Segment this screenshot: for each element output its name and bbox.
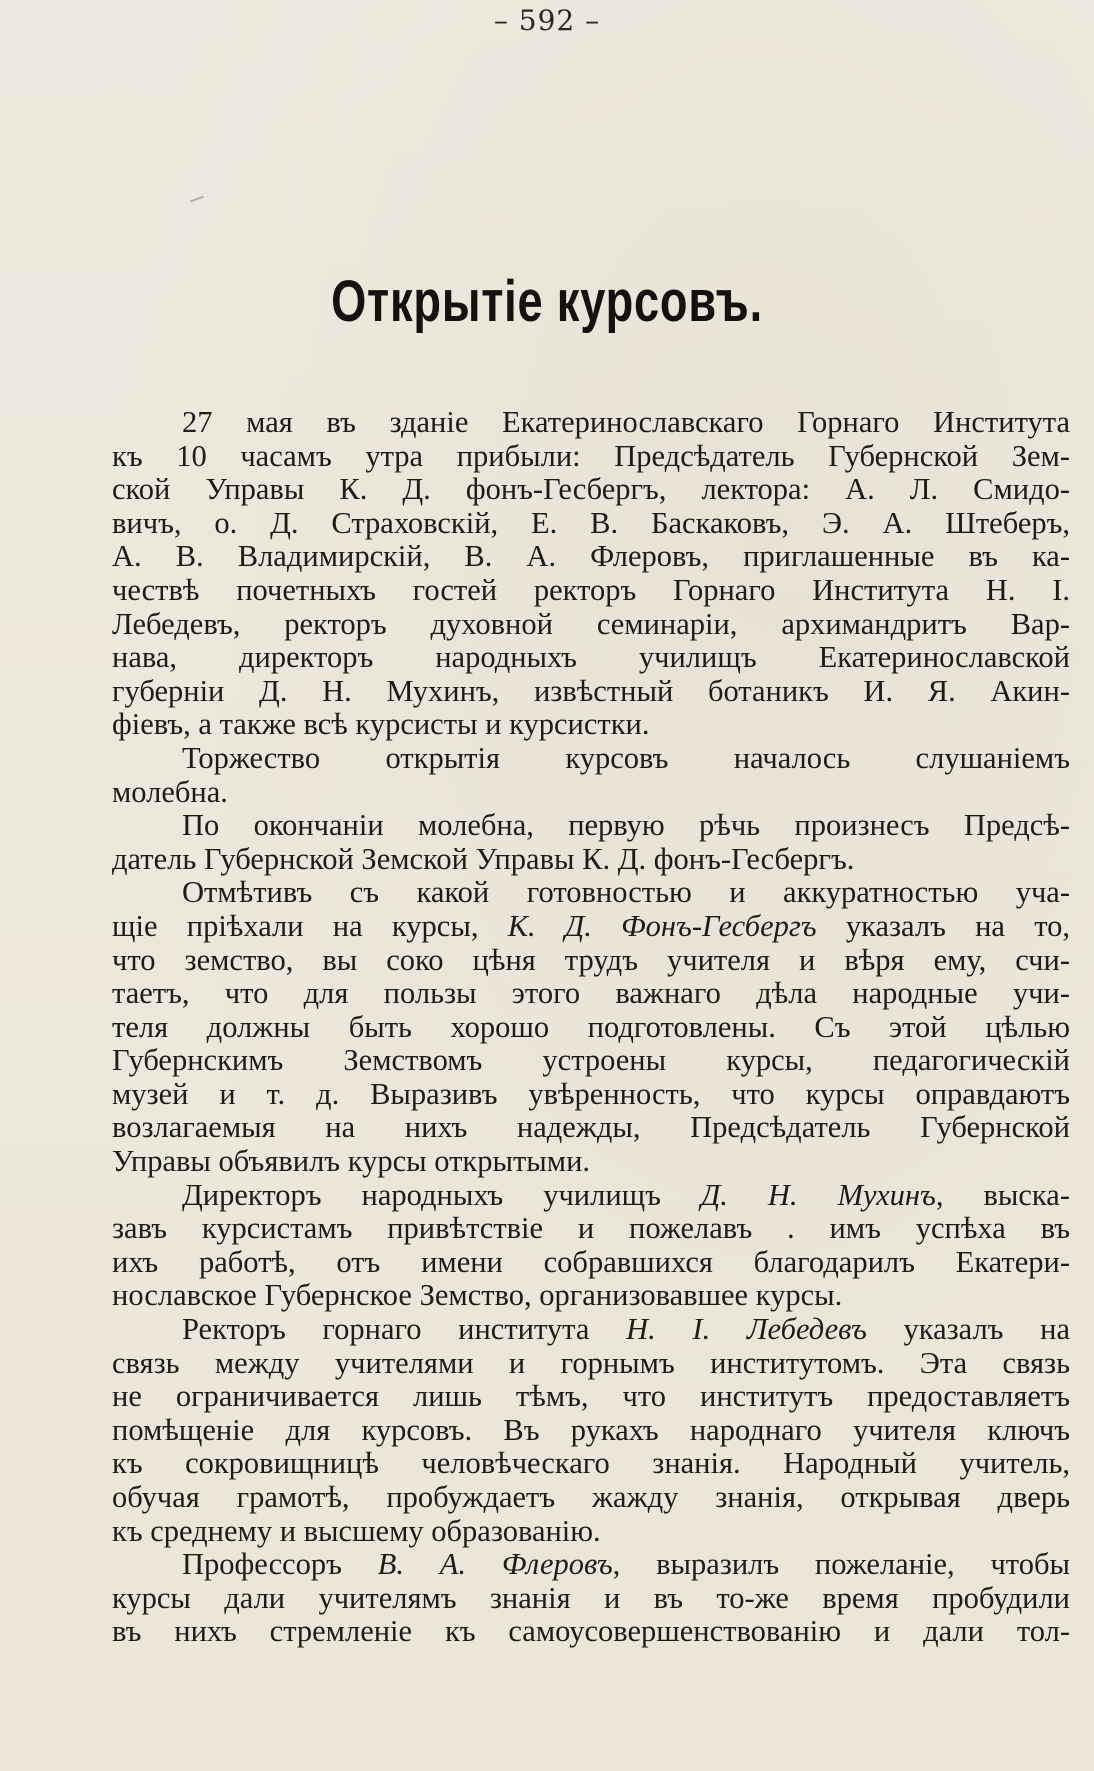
text-line: связь между учителями и горнымъ институтомъ. Эта связь <box>112 1345 1070 1380</box>
text-line: датель Губернской Земской Управы К. Д. фонъ-Гесбергъ. <box>112 841 855 876</box>
person-name: Н. І. Лебедевъ <box>626 1312 867 1347</box>
text-segment: , выразилъ пожеланіе, чтобы <box>612 1547 1070 1582</box>
text-line: нославское Губернское Земство, организовавшее курсы. <box>112 1278 843 1313</box>
text-line <box>112 1548 1070 1582</box>
article-body <box>112 406 1070 1649</box>
text-line: ихъ работѣ, отъ имени собравшихся благодарилъ Екатери- <box>112 1244 1070 1279</box>
text-line: теля должны быть хорошо подготовлены. Съ этой цѣлью <box>112 1009 1070 1044</box>
text-line: Лебедевъ, ректоръ духовной семинаріи, архимандритъ Вар- <box>112 606 1070 641</box>
text-segment: указалъ на <box>866 1312 1070 1347</box>
text-segment: щіе пріѣхали на курсы, <box>112 908 508 943</box>
text-segment: Профессоръ <box>182 1547 378 1582</box>
page-title: Открытіе курсовъ. <box>331 269 763 334</box>
text-segment: указалъ на то, <box>816 908 1071 943</box>
text-line: обучая грамотѣ, пробуждаетъ жажду знанія, открывая дверь <box>112 1480 1070 1514</box>
text-line: губерніи Д. Н. Мухинъ, извѣстный ботаникъ И. Я. Акин- <box>112 673 1070 708</box>
text-line: чествѣ почетныхъ гостей ректоръ Горнаго Института Н. І. <box>112 572 1070 607</box>
text-line <box>112 1179 1070 1213</box>
text-line <box>112 1313 1070 1347</box>
text-line: молебна. <box>112 774 228 809</box>
text-line: что земство, вы соко цѣня трудъ учителя и вѣря ему, счи- <box>112 942 1070 977</box>
page-number: – 592 – <box>493 4 601 37</box>
text-line: фіевъ, а также всѣ курсисты и курсистки. <box>112 707 650 742</box>
text-line: Губернскимъ Земствомъ устроены курсы, педагогическій <box>112 1043 1070 1078</box>
text-line: таетъ, что для пользы этого важнаго дѣла народные учи- <box>112 976 1070 1011</box>
print-smudge <box>190 196 204 203</box>
text-line: помѣщеніе для курсовъ. Въ рукахъ народнаго учителя ключъ <box>112 1412 1070 1447</box>
text-line: вичъ, о. Д. Страховскій, Е. В. Баскаковъ, Э. А. Штеберъ, <box>112 505 1070 540</box>
text-line: музей и т. д. Выразивъ увѣренность, что курсы оправдаютъ <box>112 1076 1070 1111</box>
person-name: В. А. Флеровъ <box>377 1547 613 1582</box>
text-line: 27 мая въ зданіе Екатеринославскаго Горнаго Института <box>182 405 1070 439</box>
text-line: А. В. Владимирскій, В. А. Флеровъ, приглашенные въ ка- <box>112 539 1070 574</box>
text-segment: , выска- <box>935 1177 1070 1212</box>
text-line: къ 10 часамъ утра прибыли: Предсѣдатель Губернской Зем- <box>112 438 1070 473</box>
person-name: Д. Н. Мухинъ <box>700 1177 936 1212</box>
text-segment: Ректоръ горнаго института <box>182 1312 627 1347</box>
text-segment: Директоръ народныхъ училищъ <box>182 1177 701 1212</box>
text-line: возлагаемыя на нихъ надежды, Предсѣдатель Губернской <box>112 1110 1070 1145</box>
text-line: нава, директоръ народныхъ училищъ Екатеринославской <box>112 640 1070 675</box>
text-line: не ограничивается лишь тѣмъ, что институтъ предоставляетъ <box>112 1379 1070 1414</box>
text-line: Торжество открытія курсовъ началось слушаніемъ <box>182 740 1070 775</box>
text-line: къ сокровищницѣ человѣческаго знанія. Народный учитель, <box>112 1446 1070 1481</box>
text-line: курсы дали учителямъ знанія и въ то-же время пробудили <box>112 1580 1070 1615</box>
text-line: къ среднему и высшему образованію. <box>112 1513 601 1548</box>
text-line: ской Управы К. Д. фонъ-Гесбергъ, лектора: А. Л. Смидо- <box>112 472 1070 507</box>
text-line: Отмѣтивъ съ какой готовностью и аккуратностью уча- <box>182 875 1070 910</box>
text-line: въ нихъ стремленіе къ самоусовершенствованію и дали тол- <box>112 1614 1070 1649</box>
text-line: Управы объявилъ курсы открытыми. <box>112 1144 591 1179</box>
text-line: По окончаніи молебна, первую рѣчь произнесъ Предсѣ- <box>182 808 1070 843</box>
person-name: К. Д. Фонъ-Гесбергъ <box>507 908 817 943</box>
text-line: завъ курсистамъ привѣтствіе и пожелавъ . имъ успѣха въ <box>112 1211 1070 1246</box>
text-line <box>112 910 1070 944</box>
